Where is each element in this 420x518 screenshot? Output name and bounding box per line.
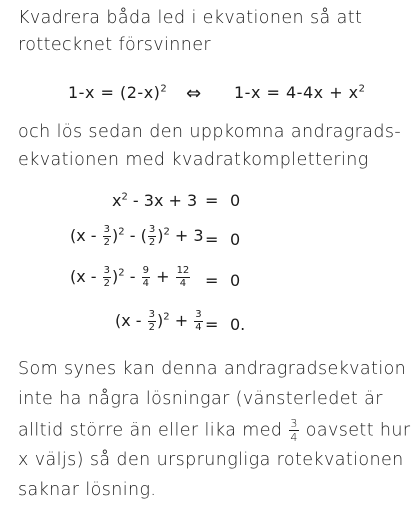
step-3-frac-2-num: 9 — [142, 265, 149, 276]
step-3-frac-1-num: 3 — [103, 265, 111, 276]
step-2-close-2: ) — [157, 226, 164, 245]
step-3-frac-1-den: 2 — [103, 278, 111, 289]
step-4-frac-1 — [148, 310, 156, 333]
step-2-frac-1-num: 3 — [103, 224, 111, 235]
step-3-plus: + — [150, 267, 175, 286]
step-2-exp: 2 — [118, 226, 125, 238]
conclusion-line-1: Som synes kan denna andragradsekvation — [18, 359, 407, 379]
step-4-frac-2-den: 4 — [195, 322, 202, 333]
step-2-frac-2-num: 3 — [148, 224, 156, 235]
step-4-close: ) — [157, 311, 164, 330]
step-1-rest: - 3x + 3 — [127, 191, 198, 210]
conclusion-line-3-end: oavsett hur — [305, 420, 411, 441]
step-4-frac-1-num: 3 — [148, 309, 156, 320]
step-4-plus: + — [169, 311, 194, 330]
step-4-frac-1-den: 2 — [148, 322, 156, 333]
equivalence-right — [234, 83, 366, 102]
step-3-close: ) — [112, 267, 119, 286]
step-3-frac-3 — [176, 266, 191, 289]
step-2-close: ) — [112, 226, 119, 245]
step-4-frac-2-num: 3 — [195, 309, 202, 320]
intro-line-1: Kvadrera båda led i ekvationen så att — [18, 8, 363, 28]
step-4-rhs: 0. — [230, 315, 246, 334]
step-4-open: (x - — [115, 311, 147, 330]
step-3-frac-1 — [103, 266, 111, 289]
equivalence-right-exponent: 2 — [358, 83, 366, 95]
step-2-equals: = — [205, 230, 219, 249]
conclusion-line-3-start: alltid större än eller lika med — [18, 420, 283, 441]
step-4-equals: = — [205, 315, 219, 334]
equivalence-left-expr: 1-x = (2-x) — [68, 83, 161, 102]
step-4-frac-2 — [194, 310, 202, 333]
solve-text-line-1: och lös sedan den uppkomna andragrads- — [18, 122, 402, 142]
equivalence-arrow: ⇔ — [186, 83, 202, 104]
conclusion-fraction — [289, 418, 298, 443]
intro-line-2: rottecknet försvinner — [18, 35, 211, 55]
step-2-minus: - ( — [124, 226, 147, 245]
step-3-exp: 2 — [118, 267, 125, 279]
step-2-open: (x - — [70, 226, 102, 245]
step-2-frac-2 — [148, 225, 156, 248]
step-2-frac-1-den: 2 — [103, 237, 111, 248]
equivalence-right-expr: 1-x = 4-4x + x — [234, 83, 359, 102]
step-1-x: x — [112, 191, 122, 210]
solve-text-line-2: ekvationen med kvadratkomplettering — [18, 150, 369, 170]
step-3-frac-2 — [142, 266, 150, 289]
step-2-frac-2-den: 2 — [148, 237, 156, 248]
step-3-frac-2-den: 4 — [142, 278, 149, 289]
conclusion-line-2: inte ha några lösningar (vänsterledet är — [18, 389, 383, 409]
conclusion-fraction-den: 4 — [290, 431, 298, 444]
conclusion-line-4: x väljs) så den ursprungliga rotekvationen — [18, 450, 404, 470]
step-2-plus: + 3 — [169, 226, 204, 245]
step-3-equals: = — [205, 271, 219, 290]
equivalence-left-exponent: 2 — [160, 83, 168, 95]
step-3-frac-3-den: 4 — [179, 278, 187, 289]
step-2-exp-2: 2 — [163, 226, 170, 238]
step-4-exp: 2 — [163, 311, 170, 323]
equivalence-left — [68, 83, 167, 102]
step-3-minus: - — [124, 267, 141, 286]
conclusion-fraction-num: 3 — [290, 417, 298, 430]
step-1-equals: = — [205, 191, 219, 210]
step-1-lhs — [112, 191, 197, 210]
step-3-lhs — [70, 266, 191, 289]
step-2-lhs — [70, 225, 204, 248]
step-1-rhs: 0 — [230, 191, 241, 210]
step-2-rhs: 0 — [230, 230, 241, 249]
step-3-open: (x - — [70, 267, 102, 286]
step-3-frac-3-num: 12 — [176, 265, 190, 276]
conclusion-line-5: saknar lösning. — [18, 480, 157, 500]
step-2-frac-1 — [103, 225, 111, 248]
step-4-lhs — [115, 310, 204, 333]
conclusion-line-3 — [18, 418, 411, 443]
step-3-rhs: 0 — [230, 271, 241, 290]
step-1-exp: 2 — [121, 191, 128, 203]
